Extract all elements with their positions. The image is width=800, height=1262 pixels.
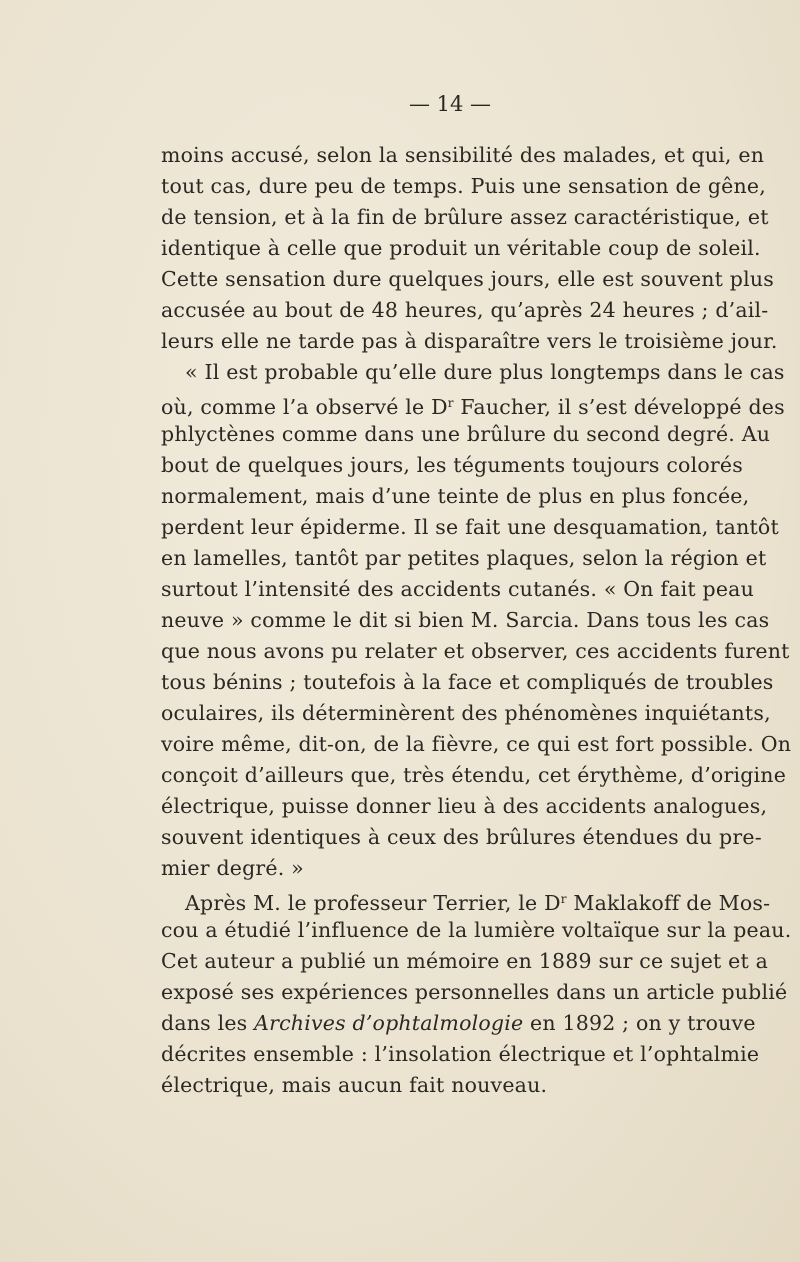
text-line: phlyctènes comme dans une brûlure du second degré. Au: [161, 422, 771, 446]
line-text: dans les: [161, 1011, 255, 1035]
text-line: Cet auteur a publié un mémoire en 1889 sur ce sujet et a: [161, 949, 769, 973]
text-line: en lamelles, tantôt par petites plaques, selon la région et: [161, 546, 767, 570]
text-line: voire même, dit-on, de la fièvre, ce qui est fort possible. On: [161, 732, 792, 756]
text-line: [161, 884, 771, 915]
text-line: perdent leur épiderme. Il se fait une desquamation, tantôt: [161, 515, 779, 539]
text-line: normalement, mais d’une teinte de plus en plus foncée,: [161, 484, 750, 508]
superscript: r: [447, 396, 454, 410]
text-line: cou a étudié l’influence de la lumière voltaïque sur la peau.: [161, 918, 792, 942]
line-text: où, comme l’a observé le D: [161, 395, 448, 419]
text-line: neuve » comme le dit si bien M. Sarcia. Dans tous les cas: [161, 608, 770, 632]
text-line: surtout l’intensité des accidents cutanés. « On fait peau: [161, 577, 755, 601]
body-text: [161, 140, 792, 1101]
line-text: Faucher, il s’est développé des: [453, 395, 785, 419]
line-text: Après M. le professeur Terrier, le D: [185, 891, 561, 915]
text-line: bout de quelques jours, les téguments toujours colorés: [161, 453, 743, 477]
text-line: oculaires, ils déterminèrent des phénomènes inquiétants,: [161, 701, 771, 725]
text-line: accusée au bout de 48 heures, qu’après 24 heures ; d’ail-: [161, 298, 769, 322]
superscript: r: [560, 892, 567, 906]
text-line: de tension, et à la fin de brûlure assez caractéristique, et: [161, 205, 769, 229]
text-line: leurs elle ne tarde pas à disparaître vers le troisième jour.: [161, 329, 778, 353]
text-line: souvent identiques à ceux des brûlures étendues du pre-: [161, 825, 762, 849]
line-text: Maklakoff de Mos-: [566, 891, 771, 915]
text-line: décrites ensemble : l’insolation électrique et l’ophtalmie: [161, 1042, 760, 1066]
text-line: mier degré. »: [161, 856, 304, 880]
line-text: en 1892 ; on y trouve: [523, 1011, 756, 1035]
text-line: électrique, mais aucun fait nouveau.: [161, 1073, 548, 1097]
text-line: que nous avons pu relater et observer, ces accidents furent: [161, 639, 790, 663]
text-line: électrique, puisse donner lieu à des accidents analogues,: [161, 794, 768, 818]
journal-title: Archives d’ophtalmologie: [254, 1011, 524, 1035]
text-line: identique à celle que produit un véritable coup de soleil.: [161, 236, 761, 260]
text-line: [161, 388, 785, 419]
text-line: tout cas, dure peu de temps. Puis une sensation de gêne,: [161, 174, 766, 198]
text-line: tous bénins ; toutefois à la face et compliqués de troubles: [161, 670, 774, 694]
text-line: Cette sensation dure quelques jours, elle est souvent plus: [161, 267, 774, 291]
page-number: — 14 —: [408, 92, 492, 116]
text-line: [161, 1008, 756, 1039]
text-line: conçoit d’ailleurs que, très étendu, cet érythème, d’origine: [161, 763, 787, 787]
text-line: « Il est probable qu’elle dure plus longtemps dans le cas: [185, 360, 785, 384]
text-line: moins accusé, selon la sensibilité des malades, et qui, en: [161, 143, 765, 167]
text-line: exposé ses expériences personnelles dans un article publié: [161, 980, 788, 1004]
